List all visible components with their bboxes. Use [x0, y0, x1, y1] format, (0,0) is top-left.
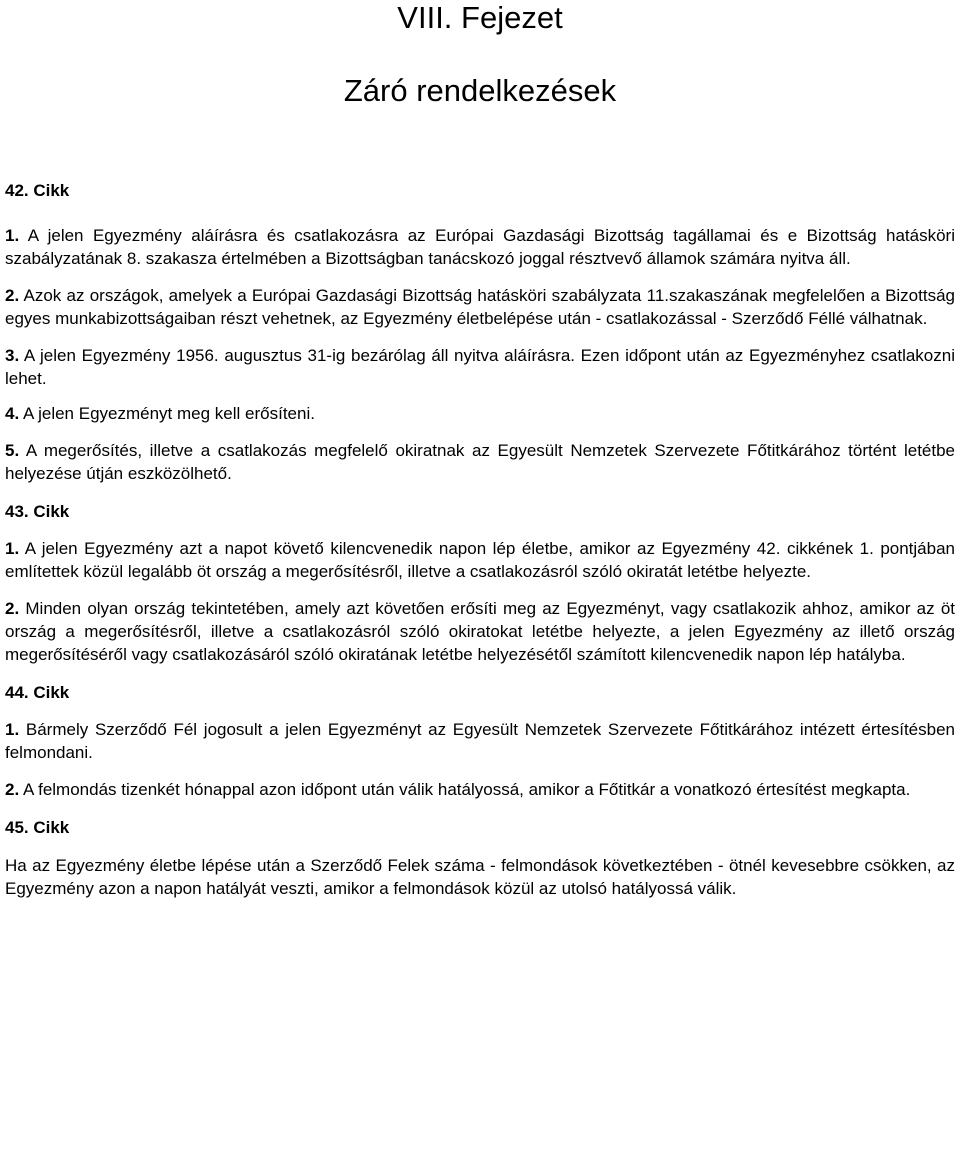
paragraph-number: 2.	[5, 780, 20, 799]
chapter-title: VIII. Fejezet	[397, 0, 563, 35]
article-heading-42: 42. Cikk	[5, 181, 70, 200]
paragraph-text: Ha az Egyezmény életbe lépése után a Szerződő Felek száma - felmondások következtében - ötnél kevesebbre csökken, az Egyezmény azon a napon hatályát veszti, amikor a felmondások közül az utolsó hatályossá válik.	[5, 856, 955, 898]
article-heading-45: 45. Cikk	[5, 818, 70, 837]
article-44-paragraph-1	[5, 718, 955, 764]
chapter-subtitle: Záró rendelkezések	[343, 73, 617, 108]
paragraph-text: Bármely Szerződő Fél jogosult a jelen Egyezményt az Egyesült Nemzetek Szervezete Főtitkárához intézett értesítésben felmondani.	[5, 720, 955, 762]
article-42-paragraph-1	[5, 224, 955, 270]
paragraph-text: A megerősítés, illetve a csatlakozás megfelelő okiratnak az Egyesült Nemzetek Szervezete Főtitkárához történt letétbe helyezése útján eszközölhető.	[5, 441, 955, 483]
paragraph-text: A jelen Egyezmény azt a napot követő kilencvenedik napon lép életbe, amikor az Egyezmény 42. cikkének 1. pontjában említettek közül legalább öt ország a megerősítésről, illetve a csatlakozásról szóló okiratát letétbe helyezte.	[5, 539, 955, 581]
article-42-paragraph-2	[5, 284, 955, 330]
paragraph-number: 2.	[5, 286, 20, 305]
article-44-paragraph-2	[5, 778, 955, 801]
article-45-paragraph	[5, 854, 955, 900]
article-heading-44: 44. Cikk	[5, 683, 70, 702]
article-43-paragraph-1	[5, 537, 955, 583]
article-43-paragraph-2	[5, 597, 955, 666]
article-heading-43: 43. Cikk	[5, 502, 70, 521]
paragraph-number: 3.	[5, 346, 20, 365]
paragraph-text: A jelen Egyezmény aláírásra és csatlakozásra az Európai Gazdasági Bizottság tagállamai és e Bizottság hatásköri szabályzatának 8. szakasza értelmében a Bizottságban tanácskozó joggal résztvevő államok számára nyitva áll.	[5, 226, 955, 268]
paragraph-text: A jelen Egyezményt meg kell erősíteni.	[19, 404, 315, 423]
article-42-paragraph-3	[5, 344, 955, 390]
paragraph-text: A jelen Egyezmény 1956. augusztus 31-ig bezárólag áll nyitva aláírásra. Ezen időpont után az Egyezményhez csatlakozni lehet.	[5, 346, 955, 388]
paragraph-number: 1.	[5, 720, 20, 739]
paragraph-number: 1.	[5, 226, 20, 245]
paragraph-text: A felmondás tizenkét hónappal azon időpont után válik hatályossá, amikor a Főtitkár a vonatkozó értesítést megkapta.	[19, 780, 911, 799]
paragraph-number: 5.	[5, 441, 20, 460]
paragraph-number: 1.	[5, 539, 20, 558]
paragraph-number: 4.	[5, 404, 20, 423]
paragraph-text: Azok az országok, amelyek a Európai Gazdasági Bizottság hatásköri szabályzata 11.szakaszának megfelelően a Bizottság egyes munkabizottságaiban részt vehetnek, az Egyezmény életbelépése után - csatlakozással - Szerződő Féllé válhatnak.	[5, 286, 955, 328]
article-42-paragraph-5	[5, 439, 955, 485]
document-page	[5, 0, 955, 900]
article-42-paragraph-4	[5, 402, 955, 425]
paragraph-number: 2.	[5, 599, 20, 618]
paragraph-text: Minden olyan ország tekintetében, amely azt követően erősíti meg az Egyezményt, vagy csatlakozik ahhoz, amikor az öt ország a megerősítésről, illetve a csatlakozásról szóló okiratokat letétbe helyezte, a jelen Egyezmény az illető ország megerősítéséről vagy csatlakozásáról szóló okiratának letétbe helyezésétől számított kilencvenedik napon lép hatályba.	[5, 599, 955, 664]
